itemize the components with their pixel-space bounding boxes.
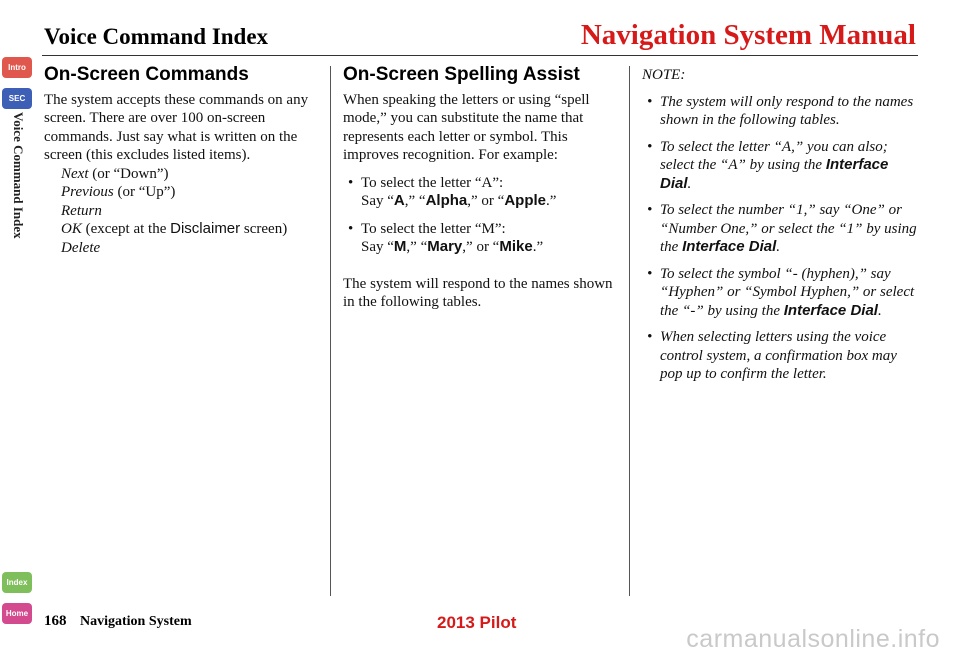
command-item: Return	[61, 202, 102, 219]
on-screen-commands-heading: On-Screen Commands	[44, 64, 249, 85]
command-list	[44, 165, 320, 258]
index-tab[interactable]: Index	[2, 572, 32, 593]
home-tab[interactable]: Home	[2, 603, 32, 624]
command-item: Previous (or “Up”)	[61, 184, 176, 200]
vertical-section-label: Voice Command Index	[11, 112, 26, 239]
sec-tab[interactable]: SEC	[2, 88, 32, 109]
command-item: OK (except at the Disclaimer screen)	[61, 220, 288, 237]
footer-system-label: Navigation System	[80, 614, 192, 629]
command-item: Delete	[61, 239, 101, 256]
on-screen-commands-intro: The system accepts these commands on any screen. There are over 100 on-screen commands. Just say what is written on the screen (this excludes listed items).	[44, 91, 309, 163]
spelling-assist-column	[343, 66, 618, 312]
column-divider	[330, 66, 331, 596]
watermark: carmanualsonline.info	[686, 625, 940, 653]
note-item: • To select the symbol “- (hyphen),” say “Hyphen” or “Symbol Hyphen,” or select the “-” by using the Interface Dial.	[647, 265, 915, 319]
header-divider	[42, 55, 918, 56]
command-item: Next (or “Down”)	[61, 165, 169, 182]
on-screen-commands-column	[44, 66, 320, 257]
list-item: • To select the letter “A”: Say “A,” “Alpha,” or “Apple.”	[348, 174, 557, 209]
section-title: Voice Command Index	[44, 24, 269, 49]
notes-column	[642, 66, 922, 384]
manual-title: Navigation System Manual	[580, 19, 916, 51]
column-divider	[629, 66, 630, 596]
note-title: NOTE:	[642, 67, 686, 83]
page-number: 168	[44, 613, 67, 629]
spelling-assist-heading: On-Screen Spelling Assist	[343, 64, 580, 85]
note-item: • To select the letter “A,” you can also; select the “A” by using the Interface Dial.	[647, 138, 889, 192]
spelling-assist-intro: When speaking the letters or using “spell mode,” you can substitute the name that represents each letter or symbol. This improves recognition. For example:	[343, 91, 590, 163]
note-item: • To select the number “1,” say “One” or “Number One,” or select the “1” by using the Interface Dial.	[647, 202, 917, 255]
footer-model-label: 2013 Pilot	[437, 613, 517, 632]
note-item: • When selecting letters using the voice control system, a confirmation box may pop up to confirm the letter.	[647, 329, 897, 382]
spelling-assist-closing: The system will respond to the names shown in the following tables.	[343, 275, 613, 310]
note-item: • The system will only respond to the names shown in the following tables.	[647, 93, 914, 128]
list-item: • To select the letter “M”: Say “M,” “Mary,” or “Mike.”	[348, 220, 544, 255]
intro-tab[interactable]: Intro	[2, 57, 32, 78]
